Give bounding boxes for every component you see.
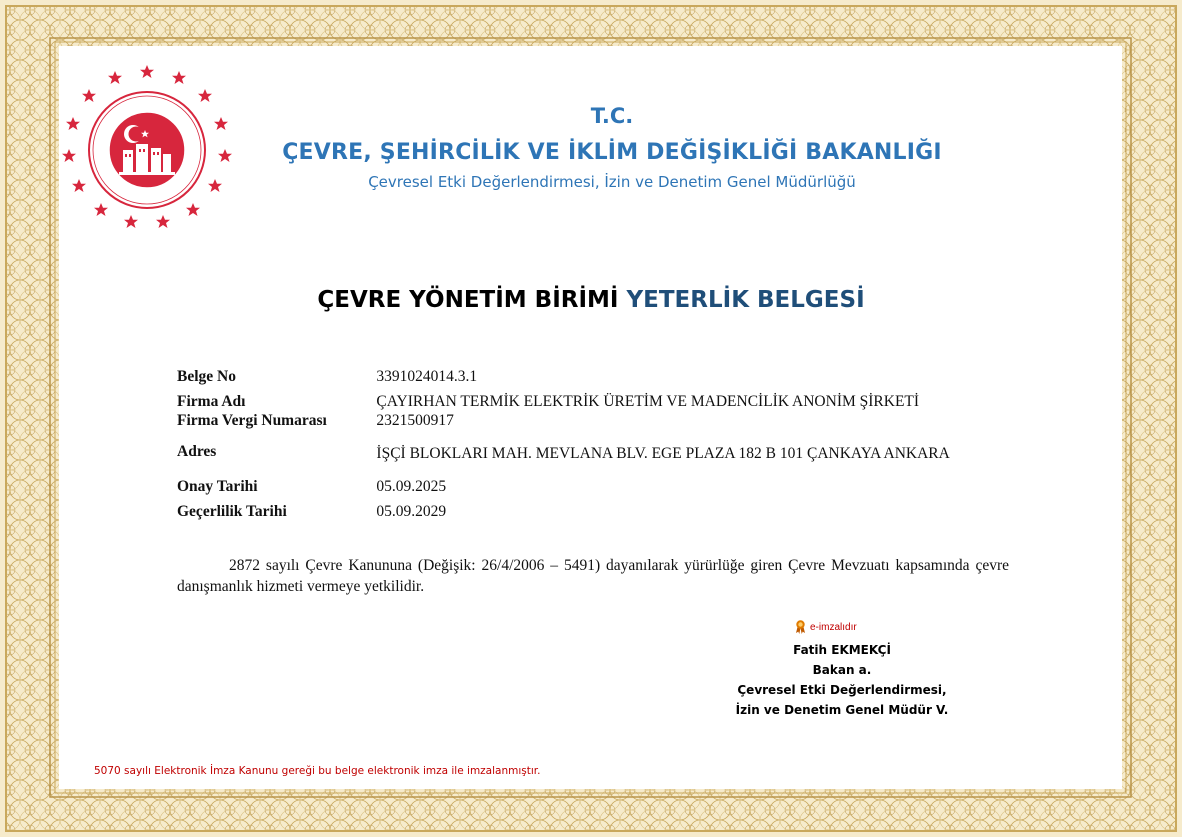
certificate-title (200, 287, 982, 313)
e-signature-badge (795, 620, 857, 634)
field-value: 2321500917 (376, 411, 454, 429)
ministry-seal-icon (57, 62, 237, 232)
field-value: İŞÇİ BLOKLARI MAH. MEVLANA BLV. EGE PLAZA 182 B 101 ÇANKAYA ANKARA (376, 445, 950, 462)
field-value: ÇAYIRHAN TERMİK ELEKTRİK ÜRETİM VE MADENCİLİK ANONİM ŞİRKETİ (376, 393, 920, 410)
field-label: Firma Adı (177, 393, 246, 410)
authorization-text: 2872 sayılı Çevre Kanununa (Değişik: 26/4/2006 – 5491) dayanılarak yürürlüğe giren Çevre Mevzuatı kapsamında çevre danışmanlık hizmeti vermeye yetkilidir. (177, 557, 1009, 595)
field-row (177, 430, 1017, 474)
header-tc: T.C. (590, 104, 634, 128)
field-label: Geçerlilik Tarihi (177, 503, 287, 520)
certificate-fields (177, 366, 1017, 525)
signer-name: Fatih EKMEKÇİ (793, 643, 891, 657)
field-value: 05.09.2025 (376, 477, 447, 495)
field-row (177, 366, 1017, 388)
signer-block (692, 640, 992, 720)
ministry-name: ÇEVRE, ŞEHİRCİLİK VE İKLİM DEĞİŞİKLİĞİ BAKANLIĞI (282, 140, 942, 165)
field-row (177, 499, 1017, 525)
e-signature-law-note: 5070 sayılı Elektronik İmza Kanunu gereği bu belge elektronik imza ile imzalanmıştır. (94, 765, 541, 777)
field-label: Firma Vergi Numarası (177, 411, 327, 429)
field-label: Adres (177, 443, 217, 460)
field-row (177, 393, 1017, 411)
field-label: Belge No (177, 368, 236, 385)
directorate-name: Çevresel Etki Değerlendirmesi, İzin ve Denetim Genel Müdürlüğü (368, 173, 856, 191)
signer-dept-line-1: Çevresel Etki Değerlendirmesi, (737, 683, 947, 697)
title-part-2: YETERLİK BELGESİ (626, 287, 865, 313)
field-value: 3391024014.3.1 (376, 368, 478, 385)
field-label: Onay Tarihi (177, 477, 258, 495)
title-part-1: ÇEVRE YÖNETİM BİRİMİ (317, 287, 619, 313)
ribbon-award-icon (795, 620, 806, 634)
signer-dept-line-2: İzin ve Denetim Genel Müdür V. (735, 703, 949, 717)
field-row (177, 411, 1017, 430)
e-signature-label: e-imzalıdır (810, 621, 857, 633)
signer-role: Bakan a. (812, 663, 872, 677)
field-row (177, 474, 1017, 499)
field-value: 05.09.2029 (376, 503, 447, 520)
